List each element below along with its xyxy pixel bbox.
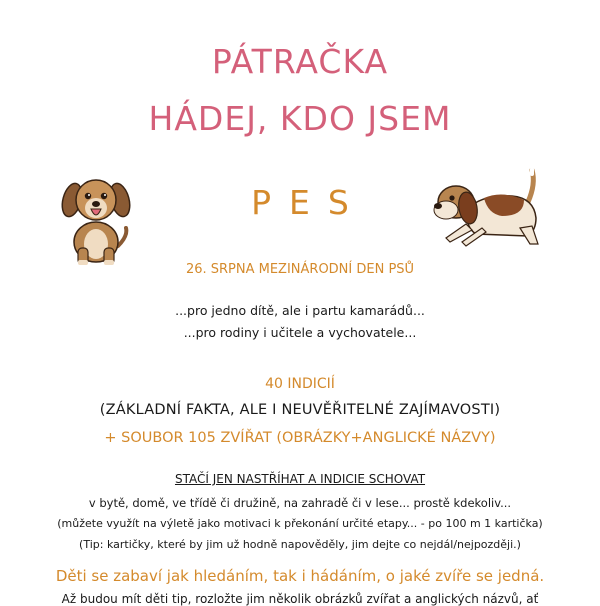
intro-line-1: ...pro jedno dítě, ale i partu kamarádů... <box>175 303 425 318</box>
beagle-illustration <box>432 166 544 248</box>
instruction-line-2: (můžete využít na výletě jako motivaci k překonání určité etapy... - po 100 m 1 kartička) <box>57 517 543 530</box>
facts-line: (ZÁKLADNÍ FAKTA, ALE I NEUVĚŘITELNÉ ZAJÍMAVOSTI) <box>99 402 501 418</box>
set-line: + SOUBOR 105 ZVÍŘAT (OBRÁZKY+ANGLICKÉ NÁZVY) <box>104 430 496 446</box>
clues-count: 40 INDICIÍ <box>265 376 335 392</box>
date-line: 26. SRPNA MEZINÁRODNÍ DEN PSŮ <box>185 262 415 277</box>
instruction-line-1: v bytě, domě, ve třídě či družině, na zahradě či v lese... prostě kdekoliv... <box>88 496 512 510</box>
title-line-2: HÁDEJ, KDO JSEM <box>148 99 452 138</box>
bottom-partial-line: Až budou mít děti tip, rozložte jim několik obrázků zvířat a anglických názvů, ať <box>61 592 539 606</box>
instruction-line-3: (Tip: kartičky, které by jim už hodně napověděly, jim dejte co nejdál/nejpozději.) <box>79 538 521 551</box>
title-line-1: PÁTRAČKA <box>211 42 389 81</box>
fun-line: Děti se zabaví jak hledáním, tak i hádáním, o jaké zvíře se jedná. <box>55 567 545 585</box>
animal-name: PES <box>251 183 367 222</box>
intro-line-2: ...pro rodiny i učitele a vychovatele... <box>183 325 417 340</box>
instructions-heading: STAČÍ JEN NASTŘÍHAT A INDICIE SCHOVAT <box>174 472 426 486</box>
